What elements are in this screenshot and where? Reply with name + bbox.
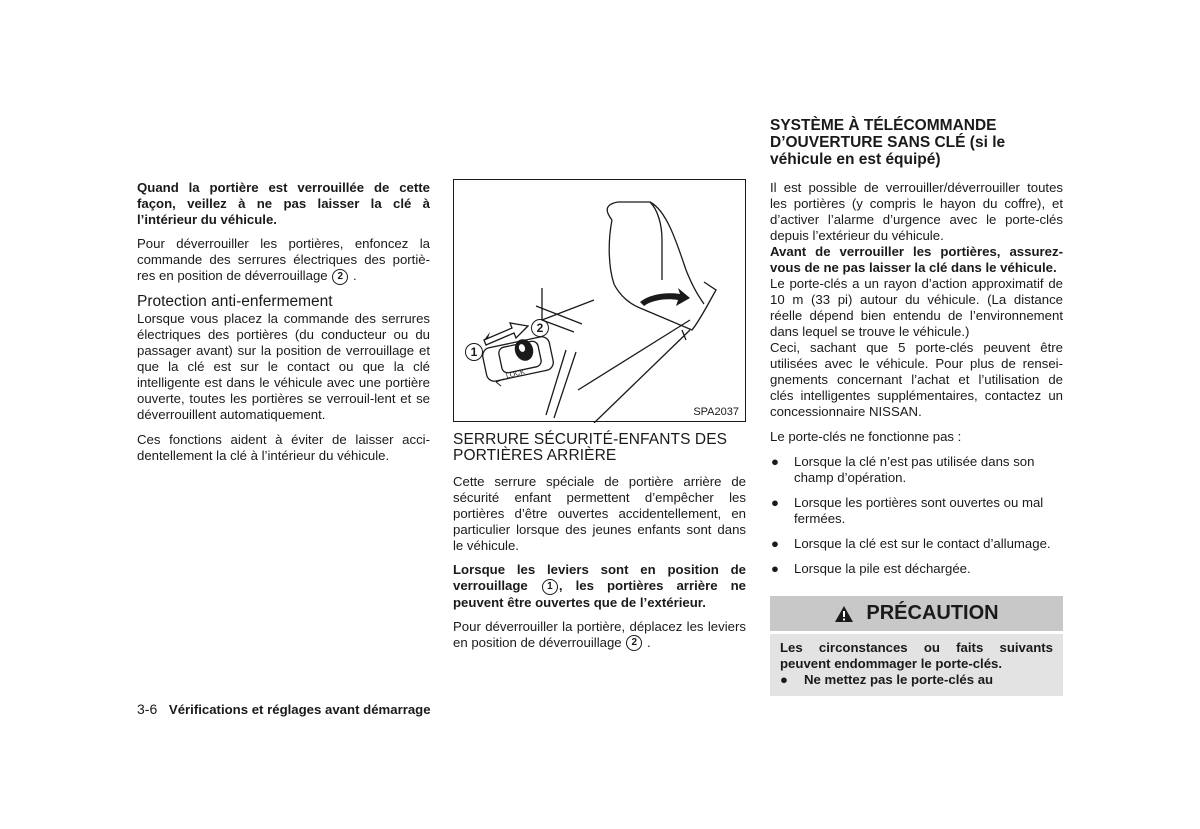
not-working-intro: Le porte-clés ne fonctionne pas : bbox=[770, 429, 962, 444]
bullet-dot: ● bbox=[771, 495, 779, 510]
child-lock-unlock-period: . bbox=[646, 634, 651, 650]
not-working-list bbox=[770, 454, 1063, 577]
child-lock-unlock bbox=[453, 619, 746, 652]
child-lock-bold-a: Lorsque les leviers sont en position de verrouillage bbox=[453, 562, 746, 593]
door-illustration bbox=[454, 180, 747, 423]
lock-warning: Quand la portière est verrouillée de cette façon, veillez à ne pas laisser la clé à l’intérieur du véhicule. bbox=[137, 180, 430, 227]
bullet-text: Lorsque la pile est déchargée. bbox=[794, 561, 971, 576]
right-column bbox=[770, 117, 1063, 586]
list-item bbox=[770, 454, 1063, 486]
lock-marker: 1 bbox=[542, 579, 558, 595]
unlock-period: . bbox=[352, 268, 357, 283]
figure-marker-2: 2 bbox=[531, 319, 549, 337]
keyless-para3: Ceci, sachant que 5 porte-clés peuvent être utilisées avec le véhicule. Pour plus de rensei-gnements concernant l’achat et l’utilisation de clés intelligentes supplémentaires, contactez un concessionnaire NISSAN. bbox=[770, 340, 1063, 419]
caution-title: PRÉCAUTION bbox=[866, 602, 999, 624]
keyless-bold-warning: Avant de verrouiller les portières, assurez-vous de ne pas laisser la clé dans le véhicule. bbox=[770, 244, 1063, 275]
keyless-heading: SYSTÈME À TÉLÉCOMMANDE D’OUVERTURE SANS CLÉ (si le véhicule en est équipé) bbox=[770, 117, 1006, 168]
caution-bullet-text: Ne mettez pas le porte-clés au bbox=[804, 672, 994, 687]
caution-bullet bbox=[780, 672, 1053, 688]
child-lock-bold-b: , les portières arrière ne peuvent être ouvertes que de l’extérieur. bbox=[453, 578, 746, 610]
bullet-dot: ● bbox=[771, 536, 779, 551]
subheading-protection: Protection anti-enfermement bbox=[137, 292, 333, 310]
lock-label: LOCK bbox=[505, 368, 526, 381]
keyless-para2: Le porte-clés a un rayon d’action approximatif de 10 m (33 pi) autour du véhicule. (La distance réelle dépend bien entendu de l’environnement dans lequel se trouve le véhicule.) bbox=[770, 276, 1063, 339]
child-unlock-marker: 2 bbox=[626, 635, 642, 651]
unlock-marker: 2 bbox=[332, 269, 348, 285]
caution-text: Les circonstances ou faits suivants peuvent endommager le porte-clés. bbox=[780, 640, 1053, 671]
bullet-text: Lorsque la clé n’est pas utilisée dans son champ d’opération. bbox=[794, 454, 1035, 485]
list-item bbox=[770, 561, 1063, 577]
caution-header bbox=[770, 596, 1063, 631]
unlock-instructions bbox=[137, 236, 430, 285]
warning-triangle-icon bbox=[834, 605, 854, 623]
list-item bbox=[770, 536, 1063, 552]
list-item bbox=[770, 495, 1063, 527]
page-footer bbox=[137, 701, 431, 717]
left-column bbox=[137, 180, 430, 464]
child-lock-bold bbox=[453, 562, 746, 611]
bullet-text: Lorsque la clé est sur le contact d’allumage. bbox=[794, 536, 1051, 551]
child-lock-intro: Cette serrure spéciale de portière arrière de sécurité enfant permettent d’empêcher les portières d’être ouvertes accidentellement, en particulier lorsque des jeunes enfants sont dans le véhicule. bbox=[453, 474, 746, 553]
unlock-text: Pour déverrouiller les portières, enfoncez la commande des serrures électriques des portiè-res en position de déverrouillage bbox=[137, 236, 430, 283]
figure-code: SPA2037 bbox=[693, 406, 739, 418]
protection-text: Lorsque vous placez la commande des serrures électriques des portières (du conducteur ou du passager avant) sur la position de verrouillage et que la clé est sur le contact ou que la clé intelligente est dans le véhicule avec une portière ouverte, toutes les portières se verrouil-lent et se déverrouillent automatiquement. bbox=[137, 310, 430, 422]
bullet-dot: ● bbox=[771, 561, 779, 576]
child-lock-figure bbox=[453, 179, 746, 422]
child-lock-unlock-text: Pour déverrouiller la portière, déplacez les leviers en position de déverrouillage bbox=[453, 618, 746, 650]
section-title: Vérifications et réglages avant démarrage bbox=[168, 702, 431, 717]
figure-marker-1: 1 bbox=[465, 343, 483, 361]
bullet-text: Lorsque les portières sont ouvertes ou mal fermées. bbox=[794, 495, 1044, 526]
bullet-dot: ● bbox=[771, 454, 779, 469]
caution-body bbox=[770, 634, 1063, 696]
functions-text: Ces fonctions aident à éviter de laisser acci-dentellement la clé à l’intérieur du véhicule. bbox=[137, 431, 430, 463]
middle-column bbox=[453, 432, 746, 651]
child-lock-heading: SERRURE SÉCURITÉ-ENFANTS DES PORTIÈRES ARRIÈRE bbox=[453, 431, 728, 464]
caution-bullet-dot: ● bbox=[780, 672, 788, 687]
page-number: 3-6 bbox=[137, 701, 158, 717]
keyless-para1: Il est possible de verrouiller/déverrouiller toutes les portières (y compris le hayon du coffre), et d’activer l’alarme d’urgence avec le porte-clés depuis l’extérieur du véhicule. bbox=[770, 180, 1063, 243]
